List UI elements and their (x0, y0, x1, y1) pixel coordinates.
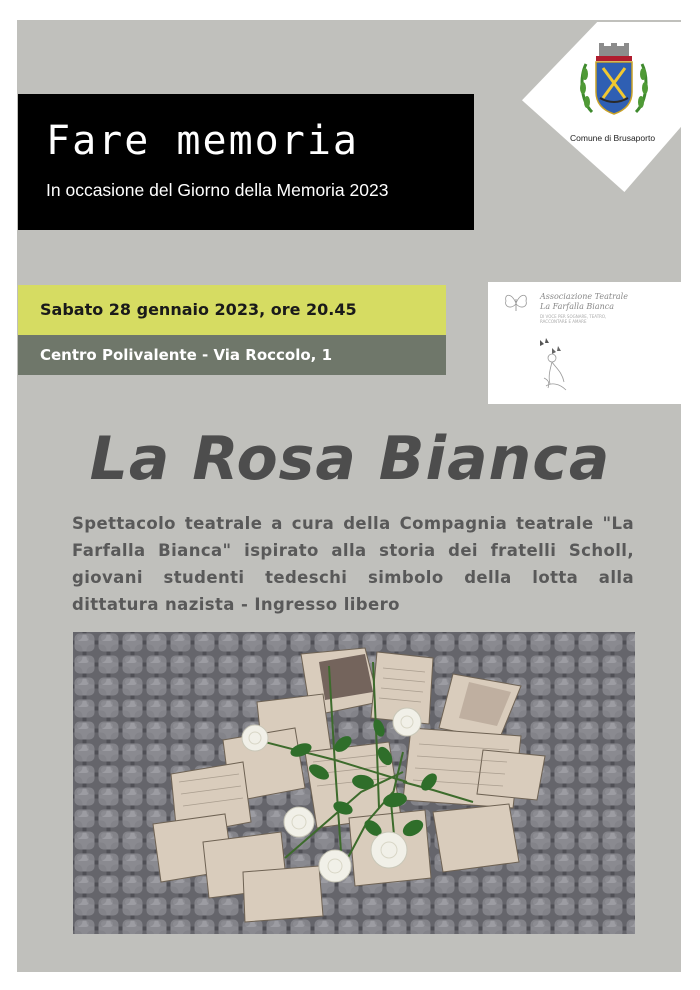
photo-illustration (73, 632, 635, 934)
page-subtitle: In occasione del Giorno della Memoria 2023 (46, 180, 389, 200)
event-description: Spettacolo teatrale a cura della Compagnia teatrale "La Farfalla Bianca" ispirato alla storia dei fratelli Scholl, giovani studenti tedeschi simbolo della lotta alla dittatura nazista - Ingresso libero (72, 514, 634, 614)
event-venue-bar (18, 335, 446, 375)
butterfly-icon (503, 292, 529, 314)
event-venue: Centro Polivalente - Via Roccolo, 1 (40, 346, 333, 364)
page-title: Fare memoria (46, 118, 359, 164)
white-roses-on-leaflets-photo (73, 632, 635, 934)
municipality-name: Comune di Brusaporto (570, 133, 656, 143)
title-block (18, 94, 474, 230)
association-name: Associazione Teatrale La Farfalla Bianca (540, 292, 628, 311)
event-date: Sabato 28 gennaio 2023, ore 20.45 (40, 300, 357, 319)
association-tagline: DI VOCE PER SOGNARE, TEATRO, RACCONTARE E AMARE (540, 314, 607, 324)
seated-figure-butterflies-drawing (534, 334, 574, 394)
event-date-bar (18, 285, 446, 335)
coat-of-arms-icon (578, 42, 650, 124)
event-headline: La Rosa Bianca (89, 424, 611, 494)
association-logo-box (488, 282, 681, 404)
